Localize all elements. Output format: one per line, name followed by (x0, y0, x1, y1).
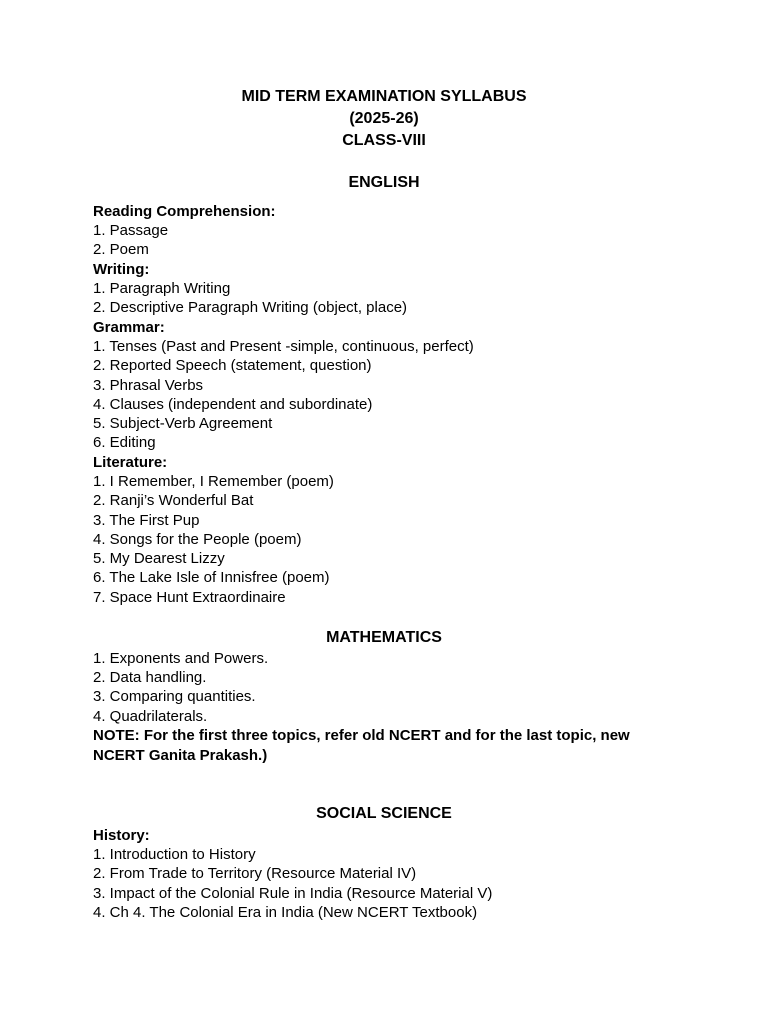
list-item: 4. Songs for the People (poem) (93, 531, 302, 548)
list-item: 3. Impact of the Colonial Rule in India (Resource Material V) (93, 885, 493, 902)
doc-session: (2025-26) (349, 110, 419, 127)
list-item: 3. The First Pup (93, 512, 200, 529)
list-item: 1. Introduction to History (93, 846, 256, 863)
list-item: 2. Descriptive Paragraph Writing (object, place) (93, 299, 408, 316)
list-item: 2. Poem (93, 241, 149, 258)
list-item: 4. Clauses (independent and subordinate) (93, 396, 373, 413)
mathematics-heading: MATHEMATICS (326, 629, 442, 646)
list-item: 2. Ranji’s Wonderful Bat (93, 492, 254, 509)
list-item: 5. My Dearest Lizzy (93, 550, 225, 567)
doc-class: CLASS-VIII (342, 132, 426, 149)
writing-label: Writing: (93, 261, 150, 278)
list-item: 1. Passage (93, 222, 169, 239)
list-item: 4. Ch 4. The Colonial Era in India (New NCERT Textbook) (93, 904, 478, 921)
list-item: 3. Phrasal Verbs (93, 377, 204, 394)
list-item: 3. Comparing quantities. (93, 688, 256, 705)
list-item: 2. Data handling. (93, 669, 207, 686)
list-item: 6. The Lake Isle of Innisfree (poem) (93, 569, 330, 586)
list-item: 2. From Trade to Territory (Resource Material IV) (93, 865, 417, 882)
list-item: 4. Quadrilaterals. (93, 708, 208, 725)
list-item: 1. Paragraph Writing (93, 280, 231, 297)
doc-title: MID TERM EXAMINATION SYLLABUS (241, 88, 527, 105)
mathematics-note: NOTE: For the first three topics, refer old NCERT and for the last topic, new NCERT Ganita Prakash.) (93, 727, 630, 764)
list-item: 1. Exponents and Powers. (93, 650, 269, 667)
history-label: History: (93, 827, 150, 844)
list-item: 1. Tenses (Past and Present -simple, continuous, perfect) (93, 338, 474, 355)
literature-label: Literature: (93, 454, 168, 471)
grammar-label: Grammar: (93, 319, 165, 336)
reading-label: Reading Comprehension: (93, 203, 276, 220)
list-item: 1. I Remember, I Remember (poem) (93, 473, 334, 490)
list-item: 5. Subject-Verb Agreement (93, 415, 273, 432)
english-heading: ENGLISH (348, 174, 420, 191)
list-item: 6. Editing (93, 434, 156, 451)
list-item: 2. Reported Speech (statement, question) (93, 357, 372, 374)
list-item: 7. Space Hunt Extraordinaire (93, 589, 286, 606)
social-science-heading: SOCIAL SCIENCE (316, 805, 452, 822)
